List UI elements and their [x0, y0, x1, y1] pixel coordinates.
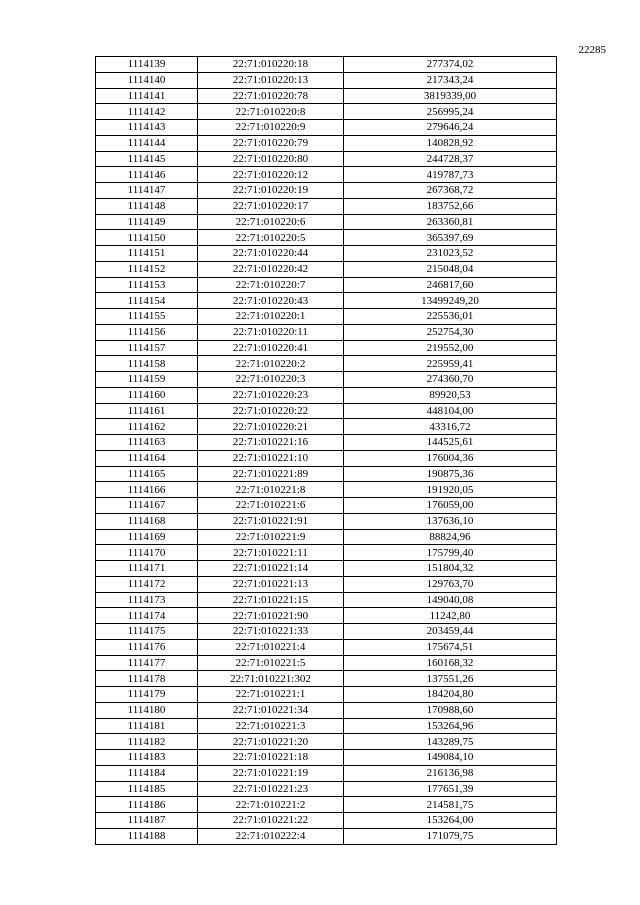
row-number-cell: 1114188	[96, 828, 198, 844]
row-number-cell: 1114140	[96, 72, 198, 88]
cadastral-number-cell: 22:71:010220:21	[198, 419, 344, 435]
row-number-cell: 1114147	[96, 183, 198, 199]
table-row	[96, 624, 557, 640]
value-cell: 153264,00	[344, 813, 557, 829]
row-number-cell: 1114172	[96, 576, 198, 592]
table-row	[96, 214, 557, 230]
table-row	[96, 198, 557, 214]
table-row	[96, 734, 557, 750]
row-number-cell: 1114160	[96, 387, 198, 403]
table-row	[96, 466, 557, 482]
page-number: 22285	[578, 44, 606, 56]
value-cell: 11242,80	[344, 608, 557, 624]
table-row	[96, 561, 557, 577]
value-cell: 448104,00	[344, 403, 557, 419]
table-row	[96, 183, 557, 199]
row-number-cell: 1114171	[96, 561, 198, 577]
cadastral-number-cell: 22:71:010221:9	[198, 529, 344, 545]
table-row	[96, 120, 557, 136]
row-number-cell: 1114181	[96, 718, 198, 734]
row-number-cell: 1114151	[96, 246, 198, 262]
cadastral-number-cell: 22:71:010220:42	[198, 261, 344, 277]
row-number-cell: 1114156	[96, 324, 198, 340]
cadastral-number-cell: 22:71:010220:43	[198, 293, 344, 309]
cadastral-number-cell: 22:71:010221:90	[198, 608, 344, 624]
cadastral-number-cell: 22:71:010221:3	[198, 718, 344, 734]
cadastral-number-cell: 22:71:010220:3	[198, 372, 344, 388]
value-cell: 225959,41	[344, 356, 557, 372]
value-cell: 175674,51	[344, 639, 557, 655]
cadastral-number-cell: 22:71:010221:5	[198, 655, 344, 671]
value-cell: 43316,72	[344, 419, 557, 435]
row-number-cell: 1114184	[96, 765, 198, 781]
row-number-cell: 1114150	[96, 230, 198, 246]
row-number-cell: 1114158	[96, 356, 198, 372]
table-row	[96, 828, 557, 844]
cadastral-number-cell: 22:71:010220:22	[198, 403, 344, 419]
cadastral-number-cell: 22:71:010221:91	[198, 513, 344, 529]
row-number-cell: 1114185	[96, 781, 198, 797]
row-number-cell: 1114152	[96, 261, 198, 277]
row-number-cell: 1114179	[96, 687, 198, 703]
value-cell: 191920,05	[344, 482, 557, 498]
row-number-cell: 1114148	[96, 198, 198, 214]
row-number-cell: 1114155	[96, 309, 198, 325]
cadastral-number-cell: 22:71:010220:79	[198, 135, 344, 151]
value-cell: 277374,02	[344, 57, 557, 73]
row-number-cell: 1114166	[96, 482, 198, 498]
value-cell: 183752,66	[344, 198, 557, 214]
cadastral-number-cell: 22:71:010220:8	[198, 104, 344, 120]
table-row	[96, 277, 557, 293]
cadastral-number-cell: 22:71:010221:34	[198, 702, 344, 718]
row-number-cell: 1114149	[96, 214, 198, 230]
row-number-cell: 1114141	[96, 88, 198, 104]
cadastral-number-cell: 22:71:010220:78	[198, 88, 344, 104]
row-number-cell: 1114182	[96, 734, 198, 750]
cadastral-number-cell: 22:71:010221:23	[198, 781, 344, 797]
table-row	[96, 750, 557, 766]
cadastral-number-cell: 22:71:010221:33	[198, 624, 344, 640]
cadastral-number-cell: 22:71:010220:23	[198, 387, 344, 403]
cadastral-number-cell: 22:71:010221:18	[198, 750, 344, 766]
table-row	[96, 151, 557, 167]
table-row	[96, 104, 557, 120]
value-cell: 216136,98	[344, 765, 557, 781]
cadastral-number-cell: 22:71:010220:44	[198, 246, 344, 262]
table-row	[96, 545, 557, 561]
cadastral-number-cell: 22:71:010220:7	[198, 277, 344, 293]
row-number-cell: 1114157	[96, 340, 198, 356]
table-row	[96, 403, 557, 419]
table-row	[96, 324, 557, 340]
cadastral-number-cell: 22:71:010220:41	[198, 340, 344, 356]
table-row	[96, 671, 557, 687]
value-cell: 214581,75	[344, 797, 557, 813]
row-number-cell: 1114161	[96, 403, 198, 419]
value-cell: 176004,36	[344, 450, 557, 466]
row-number-cell: 1114167	[96, 498, 198, 514]
cadastral-number-cell: 22:71:010221:15	[198, 592, 344, 608]
value-cell: 225536,01	[344, 309, 557, 325]
registry-table	[95, 56, 557, 845]
table-row	[96, 576, 557, 592]
cadastral-number-cell: 22:71:010221:2	[198, 797, 344, 813]
cadastral-number-cell: 22:71:010222:4	[198, 828, 344, 844]
cadastral-number-cell: 22:71:010220:13	[198, 72, 344, 88]
value-cell: 263360,81	[344, 214, 557, 230]
value-cell: 246817,60	[344, 277, 557, 293]
table-row	[96, 797, 557, 813]
value-cell: 215048,04	[344, 261, 557, 277]
row-number-cell: 1114162	[96, 419, 198, 435]
table-row	[96, 72, 557, 88]
value-cell: 252754,30	[344, 324, 557, 340]
table-row	[96, 246, 557, 262]
cadastral-number-cell: 22:71:010221:4	[198, 639, 344, 655]
row-number-cell: 1114146	[96, 167, 198, 183]
value-cell: 184204,80	[344, 687, 557, 703]
value-cell: 3819339,00	[344, 88, 557, 104]
cadastral-number-cell: 22:71:010221:89	[198, 466, 344, 482]
cadastral-number-cell: 22:71:010220:2	[198, 356, 344, 372]
cadastral-number-cell: 22:71:010221:11	[198, 545, 344, 561]
table-row	[96, 57, 557, 73]
row-number-cell: 1114143	[96, 120, 198, 136]
value-cell: 244728,37	[344, 151, 557, 167]
row-number-cell: 1114144	[96, 135, 198, 151]
row-number-cell: 1114163	[96, 435, 198, 451]
value-cell: 89920,53	[344, 387, 557, 403]
table-row	[96, 482, 557, 498]
row-number-cell: 1114168	[96, 513, 198, 529]
table-row	[96, 702, 557, 718]
table-row	[96, 340, 557, 356]
table-row	[96, 655, 557, 671]
cadastral-number-cell: 22:71:010220:18	[198, 57, 344, 73]
value-cell: 151804,32	[344, 561, 557, 577]
cadastral-number-cell: 22:71:010221:19	[198, 765, 344, 781]
cadastral-number-cell: 22:71:010221:6	[198, 498, 344, 514]
value-cell: 419787,73	[344, 167, 557, 183]
value-cell: 256995,24	[344, 104, 557, 120]
row-number-cell: 1114173	[96, 592, 198, 608]
row-number-cell: 1114169	[96, 529, 198, 545]
row-number-cell: 1114176	[96, 639, 198, 655]
table-row	[96, 230, 557, 246]
cadastral-number-cell: 22:71:010220:12	[198, 167, 344, 183]
table-row	[96, 687, 557, 703]
row-number-cell: 1114175	[96, 624, 198, 640]
row-number-cell: 1114170	[96, 545, 198, 561]
value-cell: 274360,70	[344, 372, 557, 388]
table-row	[96, 450, 557, 466]
value-cell: 129763,70	[344, 576, 557, 592]
table-row	[96, 435, 557, 451]
value-cell: 160168,32	[344, 655, 557, 671]
table-row	[96, 356, 557, 372]
row-number-cell: 1114174	[96, 608, 198, 624]
table-row	[96, 88, 557, 104]
cadastral-number-cell: 22:71:010221:22	[198, 813, 344, 829]
cadastral-number-cell: 22:71:010220:6	[198, 214, 344, 230]
cadastral-number-cell: 22:71:010220:11	[198, 324, 344, 340]
value-cell: 143289,75	[344, 734, 557, 750]
row-number-cell: 1114165	[96, 466, 198, 482]
table-row	[96, 135, 557, 151]
cadastral-number-cell: 22:71:010221:20	[198, 734, 344, 750]
value-cell: 177651,39	[344, 781, 557, 797]
cadastral-number-cell: 22:71:010220:19	[198, 183, 344, 199]
table-row	[96, 167, 557, 183]
value-cell: 176059,00	[344, 498, 557, 514]
value-cell: 170988,60	[344, 702, 557, 718]
value-cell: 171079,75	[344, 828, 557, 844]
value-cell: 137636,10	[344, 513, 557, 529]
value-cell: 231023,52	[344, 246, 557, 262]
table-row	[96, 309, 557, 325]
table-row	[96, 608, 557, 624]
value-cell: 175799,40	[344, 545, 557, 561]
value-cell: 365397,69	[344, 230, 557, 246]
table-row	[96, 293, 557, 309]
row-number-cell: 1114159	[96, 372, 198, 388]
row-number-cell: 1114178	[96, 671, 198, 687]
table-row	[96, 419, 557, 435]
cadastral-number-cell: 22:71:010221:16	[198, 435, 344, 451]
cadastral-number-cell: 22:71:010221:1	[198, 687, 344, 703]
cadastral-number-cell: 22:71:010221:13	[198, 576, 344, 592]
cadastral-number-cell: 22:71:010221:10	[198, 450, 344, 466]
value-cell: 140828,92	[344, 135, 557, 151]
value-cell: 149084,10	[344, 750, 557, 766]
table-row	[96, 765, 557, 781]
table-row	[96, 813, 557, 829]
table-row	[96, 529, 557, 545]
row-number-cell: 1114177	[96, 655, 198, 671]
cadastral-number-cell: 22:71:010221:8	[198, 482, 344, 498]
cadastral-number-cell: 22:71:010220:80	[198, 151, 344, 167]
value-cell: 153264,96	[344, 718, 557, 734]
row-number-cell: 1114180	[96, 702, 198, 718]
table-row	[96, 513, 557, 529]
row-number-cell: 1114164	[96, 450, 198, 466]
value-cell: 13499249,20	[344, 293, 557, 309]
value-cell: 279646,24	[344, 120, 557, 136]
value-cell: 267368,72	[344, 183, 557, 199]
table-row	[96, 387, 557, 403]
row-number-cell: 1114153	[96, 277, 198, 293]
cadastral-number-cell: 22:71:010220:1	[198, 309, 344, 325]
table-body	[96, 57, 557, 845]
table-row	[96, 592, 557, 608]
cadastral-number-cell: 22:71:010221:14	[198, 561, 344, 577]
value-cell: 203459,44	[344, 624, 557, 640]
value-cell: 219552,00	[344, 340, 557, 356]
table-row	[96, 498, 557, 514]
value-cell: 217343,24	[344, 72, 557, 88]
table-row	[96, 781, 557, 797]
row-number-cell: 1114186	[96, 797, 198, 813]
cadastral-number-cell: 22:71:010221:302	[198, 671, 344, 687]
cadastral-number-cell: 22:71:010220:5	[198, 230, 344, 246]
value-cell: 137551,26	[344, 671, 557, 687]
value-cell: 88824,96	[344, 529, 557, 545]
row-number-cell: 1114145	[96, 151, 198, 167]
row-number-cell: 1114139	[96, 57, 198, 73]
row-number-cell: 1114187	[96, 813, 198, 829]
row-number-cell: 1114183	[96, 750, 198, 766]
value-cell: 149040,08	[344, 592, 557, 608]
cadastral-number-cell: 22:71:010220:9	[198, 120, 344, 136]
value-cell: 144525,61	[344, 435, 557, 451]
value-cell: 190875,36	[344, 466, 557, 482]
table-row	[96, 718, 557, 734]
row-number-cell: 1114142	[96, 104, 198, 120]
table-row	[96, 261, 557, 277]
cadastral-number-cell: 22:71:010220:17	[198, 198, 344, 214]
row-number-cell: 1114154	[96, 293, 198, 309]
table-row	[96, 372, 557, 388]
table-row	[96, 639, 557, 655]
